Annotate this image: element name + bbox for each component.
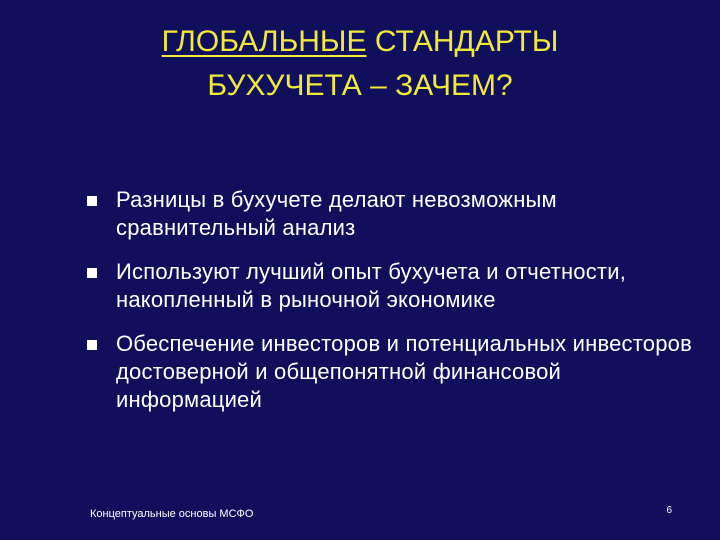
- bullet-text: Используют лучший опыт бухучета и отчетности, накопленный в рыночной экономике: [116, 259, 627, 312]
- slide-footer: Концептуальные основы МСФО: [90, 508, 254, 520]
- bullet-text: Обеспечение инвесторов и потенциальных инвесторов достоверной и общепонятной финансовой информацией: [116, 331, 692, 412]
- title-line-1-rest: СТАНДАРТЫ: [366, 25, 559, 58]
- square-bullet-icon: [87, 340, 97, 350]
- title-line-1: [0, 20, 720, 64]
- square-bullet-icon: [87, 268, 97, 278]
- slide-title: [0, 20, 720, 108]
- square-bullet-icon: [87, 196, 97, 206]
- bullet-item: [84, 186, 694, 242]
- bullet-text: Разницы в бухучете делают невозможным сравнительный анализ: [116, 187, 557, 240]
- title-underlined-word: ГЛОБАЛЬНЫЕ: [161, 25, 367, 58]
- title-line-2: БУХУЧЕТА – ЗАЧЕМ?: [207, 69, 513, 102]
- bullet-list: [84, 186, 694, 414]
- bullet-item: [84, 258, 694, 314]
- bullet-item: [84, 330, 694, 414]
- page-number: 6: [666, 505, 672, 516]
